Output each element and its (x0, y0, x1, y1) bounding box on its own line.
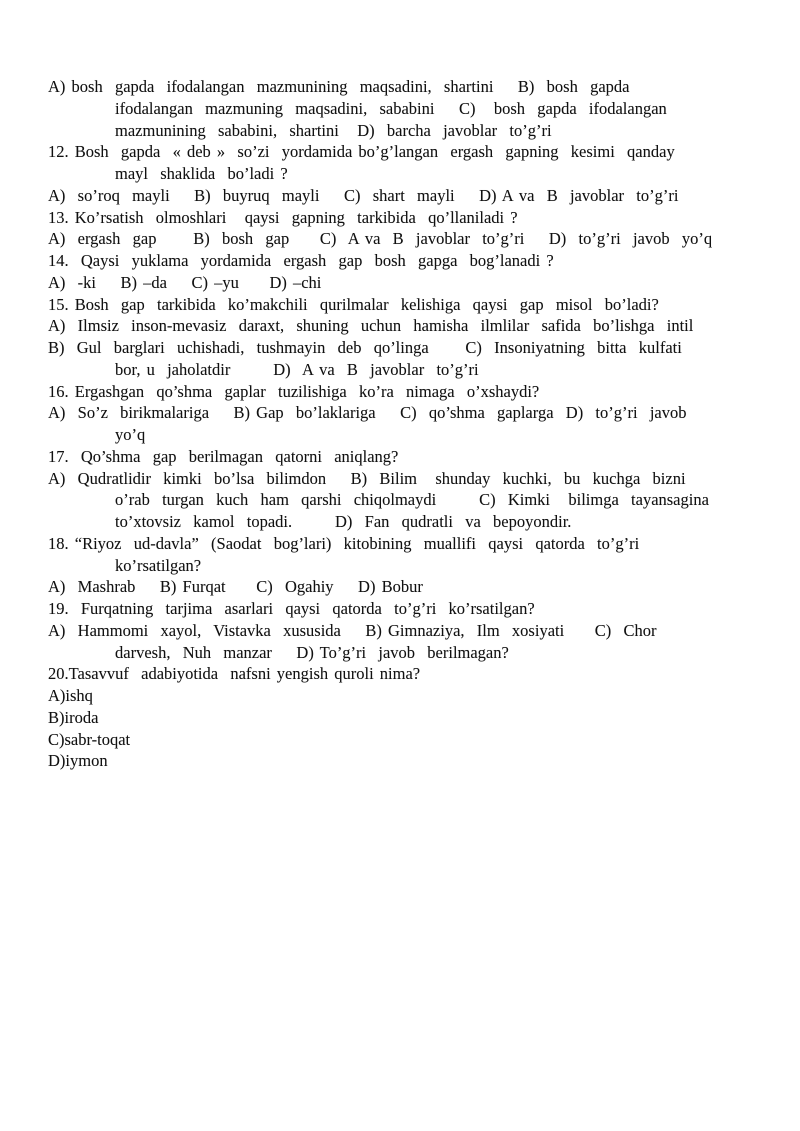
question-14: 14. Qaysi yuklama yordamida ergash gap bosh gapga bog’lanadi ? (48, 251, 554, 270)
text-line: mazmunining sababini, shartini D) barcha javoblar to’g’ri (115, 120, 552, 140)
text-line: ifodalangan mazmuning maqsadini, sababini C) bosh gapda ifodalangan (115, 98, 667, 118)
answer-options: A) Hammomi xayol, Vistavka xususida B) Gimnaziya, Ilm xosiyati C) Chor (48, 620, 657, 640)
answer-options: A) So’z birikmalariga B) Gap bo’laklariga C) qo’shma gaplarga D) to’g’ri javob (48, 403, 687, 423)
answer-option: A)ishq (48, 686, 93, 705)
text-line: darvesh, Nuh manzar D) To’g’ri javob berilmagan? (115, 642, 509, 662)
question-17: 17. Qo’shma gap berilmagan qatorni aniqlang? (48, 446, 399, 466)
question-20: 20.Tasavvuf adabiyotida nafsni yengish quroli nima? (48, 664, 421, 684)
question-12: 12. Bosh gapda « deb » so’zi yordamida bo’g’langan ergash gapning kesimi qanday (48, 142, 675, 162)
question-18: 18. “Riyoz ud-davla” (Saodat bog’lari) kitobining muallifi qaysi qatorda to’g’ri (48, 533, 640, 553)
answer-options: A) -ki B) –da C) –yu D) –chi (48, 272, 322, 292)
question-19: 19. Furqatning tarjima asarlari qaysi qatorda to’g’ri ko’rsatilgan? (48, 599, 535, 618)
answer-options: A) Qudratlidir kimki bo’lsa bilimdon B) Bilim shunday kuchki, bu kuchga bizni (48, 468, 686, 488)
question-16: 16. Ergashgan qo’shma gaplar tuzilishiga ko’ra nimaga o’xshaydi? (48, 381, 540, 401)
text-line: A) bosh gapda ifodalangan mazmunining maqsadini, shartini B) bosh gapda (48, 77, 630, 96)
answer-options: A) so’roq mayli B) buyruq mayli C) shart mayli D) A va B javoblar to’g’ri (48, 185, 679, 205)
text-line: mayl shaklida bo’ladi ? (115, 164, 288, 183)
question-15: 15. Bosh gap tarkibida ko’makchili qurilmalar kelishiga qaysi gap misol bo’ladi? (48, 294, 659, 314)
document-text (48, 76, 753, 772)
answer-options: A) ergash gap B) bosh gap C) A va B javoblar to’g’ri D) to’g’ri javob yo’q (48, 229, 713, 249)
text-line: to’xtovsiz kamol topadi. D) Fan qudratli va bepoyondir. (115, 512, 572, 531)
answer-options: B) Gul barglari uchishadi, tushmayin deb qo’linga C) Insoniyatning bitta kulfati (48, 338, 682, 357)
text-line: ko’rsatilgan? (115, 555, 202, 575)
answer-options: A) Ilmsiz inson-mevasiz daraxt, shuning uchun hamisha ilmlilar safida bo’lishga intil (48, 316, 694, 336)
answer-option: D)iymon (48, 751, 108, 771)
text-line: yo’q (115, 425, 146, 444)
answer-option: C)sabr-toqat (48, 729, 131, 749)
text-line: bor, u jaholatdir D) A va B javoblar to’g’ri (115, 359, 479, 379)
answer-options: A) Mashrab B) Furqat C) Ogahiy D) Bobur (48, 577, 423, 597)
question-13: 13. Ko’rsatish olmoshlari qaysi gapning tarkibida qo’llaniladi ? (48, 207, 518, 227)
text-line: o’rab turgan kuch ham qarshi chiqolmaydi C) Kimki bilimga tayansagina (115, 490, 709, 510)
answer-option: B)iroda (48, 707, 99, 727)
